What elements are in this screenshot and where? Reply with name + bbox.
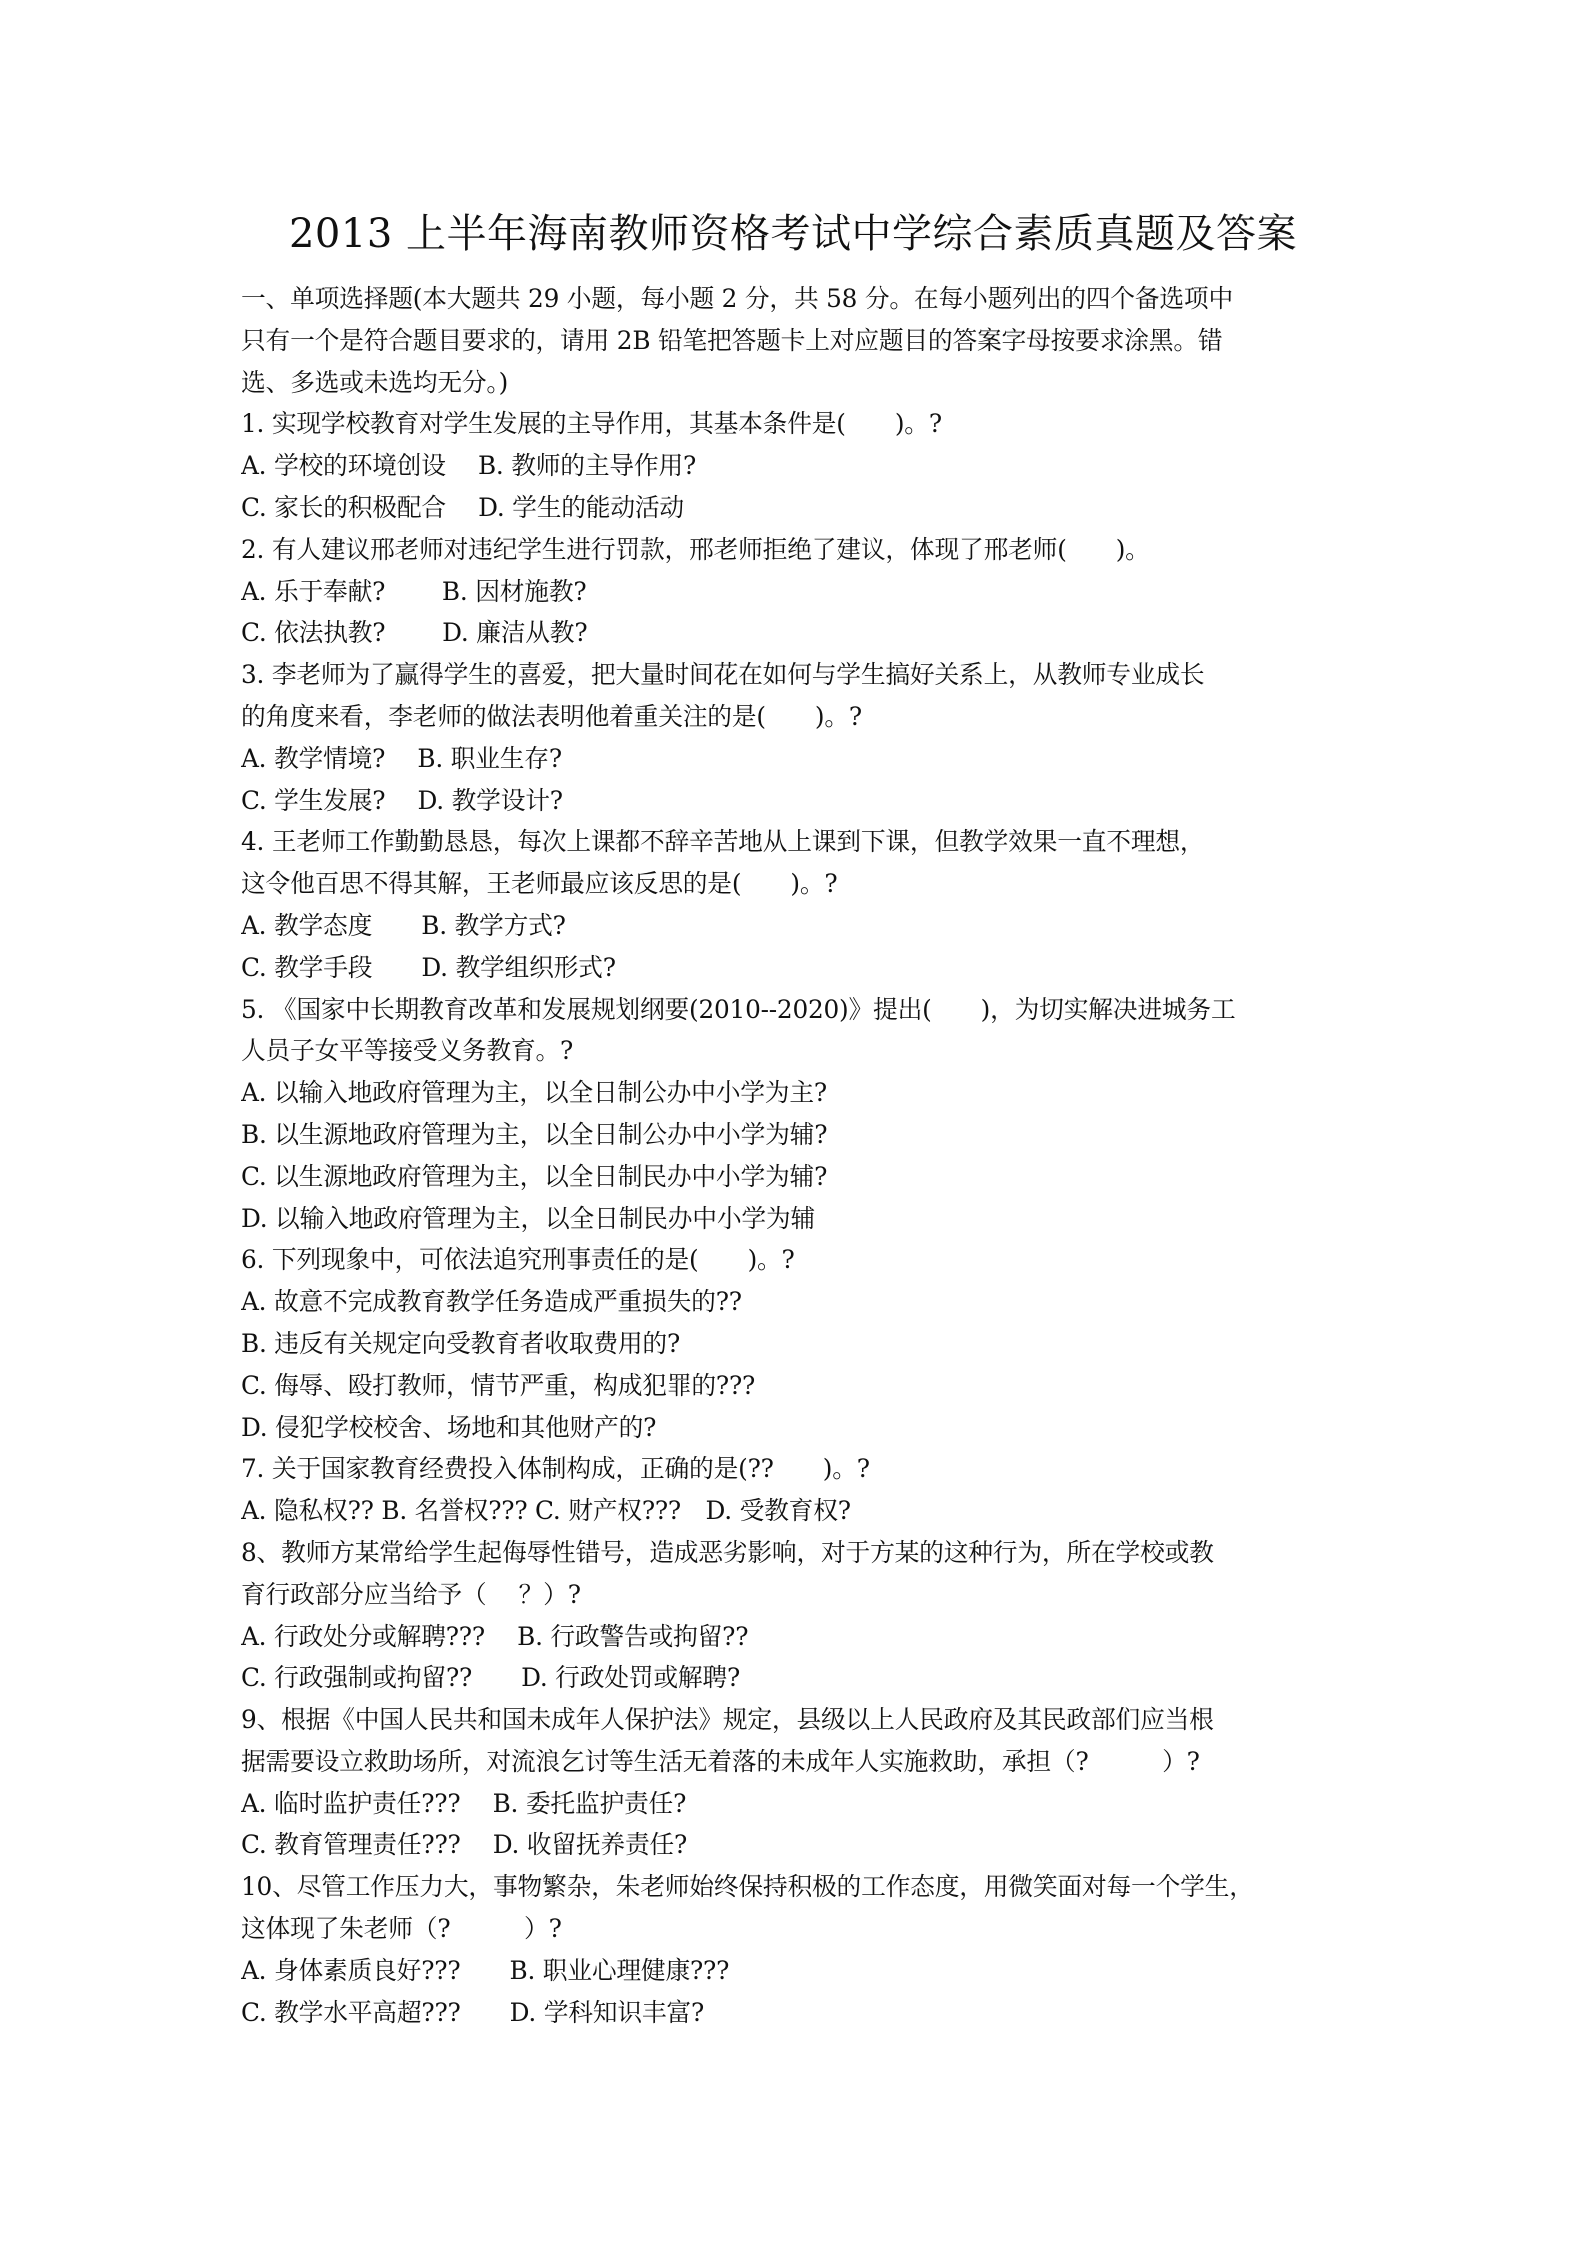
text-line: 5. 《国家中长期教育改革和发展规划纲要(2010--2020)》提出( )，为切实解决进城务工 (241, 994, 1236, 1024)
text-line: 2. 有人建议邢老师对违纪学生进行罚款，邢老师拒绝了建议，体现了邢老师( )。 (241, 534, 1150, 564)
text-line: 的角度来看，李老师的做法表明他着重关注的是( )。? (241, 701, 862, 731)
text-line: C. 教育管理责任??? D. 收留抚养责任? (241, 1830, 688, 1860)
text-line: D. 侵犯学校校舍、场地和其他财产的? (241, 1412, 657, 1442)
text-line: A. 乐于奉献? B. 因材施教? (241, 576, 587, 606)
text-line: 育行政部分应当给予（ ？）? (241, 1579, 581, 1609)
text-line: 7. 关于国家教育经费投入体制构成，正确的是(?? )。? (241, 1454, 870, 1484)
text-line: C. 教学手段 D. 教学组织形式? (241, 952, 616, 982)
text-line: D. 以输入地政府管理为主，以全日制民办中小学为辅 (241, 1203, 815, 1233)
text-line: A. 隐私权?? B. 名誉权??? C. 财产权??? D. 受教育权? (241, 1496, 851, 1526)
text-line: A. 教学态度 B. 教学方式? (241, 910, 566, 940)
text-line: 这令他百思不得其解，王老师最应该反思的是( )。? (241, 869, 838, 899)
text-line: A. 身体素质良好??? B. 职业心理健康??? (241, 1955, 730, 1985)
text-line: A. 学校的环境创设 B. 教师的主导作用? (241, 451, 697, 481)
text-line: 6. 下列现象中，可依法追究刑事责任的是( )。? (241, 1245, 795, 1275)
text-line: 10、尽管工作压力大，事物繁杂，朱老师始终保持积极的工作态度，用微笑面对每一个学生， (241, 1872, 1254, 1902)
text-line: C. 教学水平高超??? D. 学科知识丰富? (241, 1997, 705, 2027)
text-line: 3. 李老师为了赢得学生的喜爱，把大量时间花在如何与学生搞好关系上，从教师专业成长 (241, 660, 1205, 690)
text-line: 只有一个是符合题目要求的，请用 2B 铅笔把答题卡上对应题目的答案字母按要求涂黑。错 (241, 325, 1223, 355)
document-body (241, 278, 1361, 2033)
text-line: 1. 实现学校教育对学生发展的主导作用，其基本条件是( )。? (241, 409, 942, 439)
text-line: C. 侮辱、殴打教师，情节严重，构成犯罪的??? (241, 1370, 756, 1400)
text-line: C. 家长的积极配合 D. 学生的能动活动 (241, 492, 684, 522)
text-line: 这体现了朱老师（? ）? (241, 1914, 562, 1944)
document-title: 2013 上半年海南教师资格考试中学综合素质真题及答案 (288, 211, 1297, 257)
text-line: C. 依法执教? D. 廉洁从教? (241, 618, 588, 648)
text-line: A. 故意不完成教育教学任务造成严重损失的?? (241, 1287, 742, 1317)
text-line: C. 以生源地政府管理为主，以全日制民办中小学为辅? (241, 1161, 828, 1191)
text-line: A. 行政处分或解聘??? B. 行政警告或拘留?? (241, 1621, 749, 1651)
text-line: A. 以输入地政府管理为主，以全日制公办中小学为主? (241, 1078, 827, 1108)
text-line: B. 违反有关规定向受教育者收取费用的? (241, 1328, 681, 1358)
text-line: 据需要设立救助场所，对流浪乞讨等生活无着落的未成年人实施救助，承担（? ）? (241, 1746, 1200, 1776)
text-line: 一、单项选择题(本大题共 29 小题，每小题 2 分，共 58 分。在每小题列出的四个备选项中 (241, 284, 1233, 313)
text-line: 9、根据《中国人民共和国未成年人保护法》规定，县级以上人民政府及其民政部们应当根 (241, 1705, 1214, 1735)
text-line: 人员子女平等接受义务教育。? (241, 1036, 574, 1066)
text-line: 4. 王老师工作勤勤恳恳，每次上课都不辞辛苦地从上课到下课，但教学效果一直不理想， (241, 827, 1205, 857)
text-line: C. 学生发展? D. 教学设计? (241, 785, 563, 815)
text-line: A. 教学情境? B. 职业生存? (241, 743, 562, 773)
text-line: 选、多选或未选均无分。) (241, 367, 509, 397)
text-line: C. 行政强制或拘留?? D. 行政处罚或解聘? (241, 1663, 741, 1693)
text-line: A. 临时监护责任??? B. 委托监护责任? (241, 1788, 687, 1818)
text-line: B. 以生源地政府管理为主，以全日制公办中小学为辅? (241, 1119, 828, 1149)
text-line: 8、教师方某常给学生起侮辱性错号，造成恶劣影响，对于方某的这种行为，所在学校或教 (241, 1537, 1214, 1567)
